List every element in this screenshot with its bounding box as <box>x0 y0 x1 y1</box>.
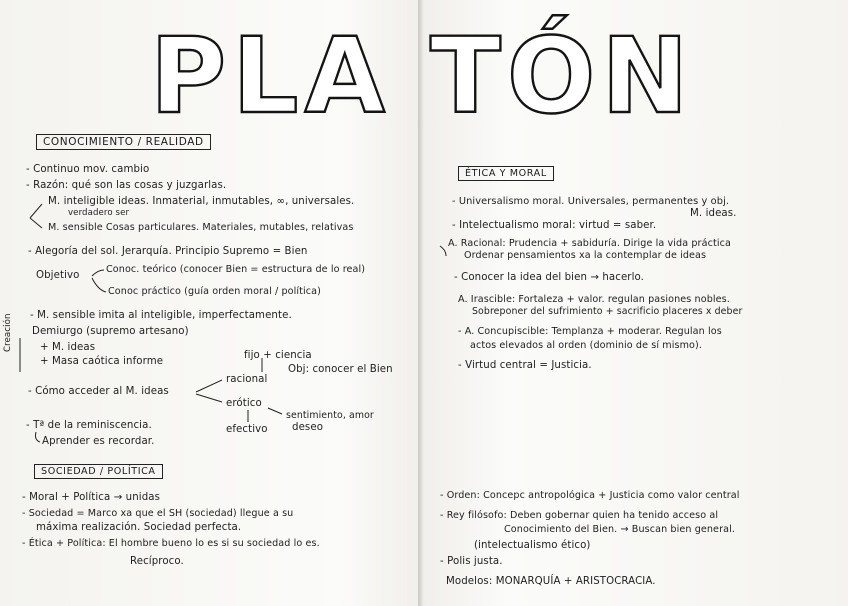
line-reminiscencia: - Tª de la reminiscencia. <box>26 420 152 431</box>
line-polis-justa: - Polis justa. <box>440 556 503 567</box>
line-actos: actos elevados al orden (dominio de sí mismo). <box>470 340 702 351</box>
line-maxima-realizacion: máxima realización. Sociedad perfecta. <box>36 522 242 533</box>
title-part-1: PLA <box>150 15 391 130</box>
line-rey-filosofo: - Rey filósofo: Deben gobernar quien ha tenido acceso al <box>440 510 719 521</box>
line-deseo: deseo <box>292 422 324 433</box>
line-efectivo: efectivo <box>226 424 268 435</box>
line-alegoria: - Alegoría del sol. Jerarquía. Principio Supremo = Bien <box>28 246 308 257</box>
line-virtud-central: - Virtud central = Justicia. <box>458 360 592 371</box>
line-fijo-ciencia: fijo + ciencia <box>244 350 312 361</box>
arrow-practico <box>92 278 106 292</box>
line-intelectualismo-etico: (intelectualismo ético) <box>474 540 591 551</box>
line-moral-politica: - Moral + Política → unidas <box>22 492 161 503</box>
line-creacion-side: Creación <box>3 313 13 352</box>
line-alma-irascible: A. Irascible: Fortaleza + valor. regulan pasiones nobles. <box>458 294 730 305</box>
line-aprender: Aprender es recordar. <box>42 436 155 447</box>
arrow-aprender <box>36 432 41 442</box>
line-obj-bien: Obj: conocer el Bien <box>288 364 393 375</box>
arrow-sentimiento <box>268 408 282 414</box>
heading-sociedad: SOCIEDAD / POLÍTICA <box>34 464 163 479</box>
line-modelos: Modelos: MONARQUÍA + ARISTOCRACIA. <box>446 576 656 587</box>
line-racional: racional <box>226 374 268 385</box>
arrow-sensible <box>30 218 42 228</box>
line-mundo-ideas-right: M. ideas. <box>690 208 737 219</box>
title-lettering <box>0 0 848 130</box>
line-razon: - Razón: qué son las cosas y juzgarlas. <box>26 180 227 191</box>
line-conoc-practico: Conoc práctico (guía orden moral / política) <box>108 286 321 297</box>
line-sentimiento: sentimiento, amor <box>286 410 374 421</box>
line-universalismo: - Universalismo moral. Universales, permanentes y obj. <box>452 196 730 207</box>
arrow-racional <box>196 380 222 392</box>
heading-conocimiento: CONOCIMIENTO / REALIDAD <box>36 134 211 150</box>
line-mundo-ideas: + M. ideas <box>40 342 96 353</box>
line-verdadero-ser: verdadero ser <box>68 208 130 218</box>
line-orden: - Orden: Concepc antropológica + Justicia como valor central <box>440 490 740 501</box>
line-etica-politica: - Ética + Política: El hombre bueno lo es si su sociedad lo es. <box>22 538 320 549</box>
line-conocimiento-bien: Conocimiento del Bien. → Buscan bien general. <box>504 524 736 535</box>
line-ordenar: Ordenar pensamientos xa la contemplar de ideas <box>464 250 707 261</box>
line-masa-caotica: + Masa caótica informe <box>40 356 164 367</box>
line-conoc-teorico: Conoc. teórico (conocer Bien = estructura de lo real) <box>106 264 366 275</box>
line-como-acceder: - Cómo acceder al M. ideas <box>28 386 169 397</box>
line-reciproco: Recíproco. <box>130 556 184 567</box>
arrow-erotico <box>196 394 222 402</box>
line-sensible-imita: - M. sensible imita al inteligible, imperfectamente. <box>30 310 292 321</box>
line-concupiscible: - A. Concupiscible: Templanza + moderar. Regulan los <box>458 326 722 337</box>
line-erotico: erótico <box>226 398 262 409</box>
line-sensible: M. sensible Cosas particulares. Materiales, mutables, relativas <box>48 222 354 233</box>
arrow-teorico <box>92 270 104 276</box>
line-objetivo-label: Objetivo <box>36 270 80 281</box>
line-ideas: M. inteligible ideas. Inmaterial, inmutables, ∞, universales. <box>48 196 355 207</box>
line-intelectualismo: - Intelectualismo moral: virtud = saber. <box>452 220 657 231</box>
line-sociedad-marco: - Sociedad = Marco xa que el SH (sociedad) llegue a su <box>22 508 294 519</box>
line-sobreponer: Sobreponer del sufrimiento + sacrificio placeres x deber <box>472 306 743 317</box>
arrow-racional-right <box>440 246 446 256</box>
title-part-2: TÓN <box>430 15 695 130</box>
heading-etica: ÉTICA Y MORAL <box>458 166 554 181</box>
line-demiurgo: Demiurgo (supremo artesano) <box>32 326 189 337</box>
line-alma-racional: A. Racional: Prudencia + sabiduría. Dirige la vida práctica <box>448 238 731 249</box>
line-continuo: - Continuo mov. cambio <box>26 164 150 175</box>
arrow-ideas <box>30 204 42 218</box>
line-conocer-bien: - Conocer la idea del bien → hacerlo. <box>454 272 645 283</box>
